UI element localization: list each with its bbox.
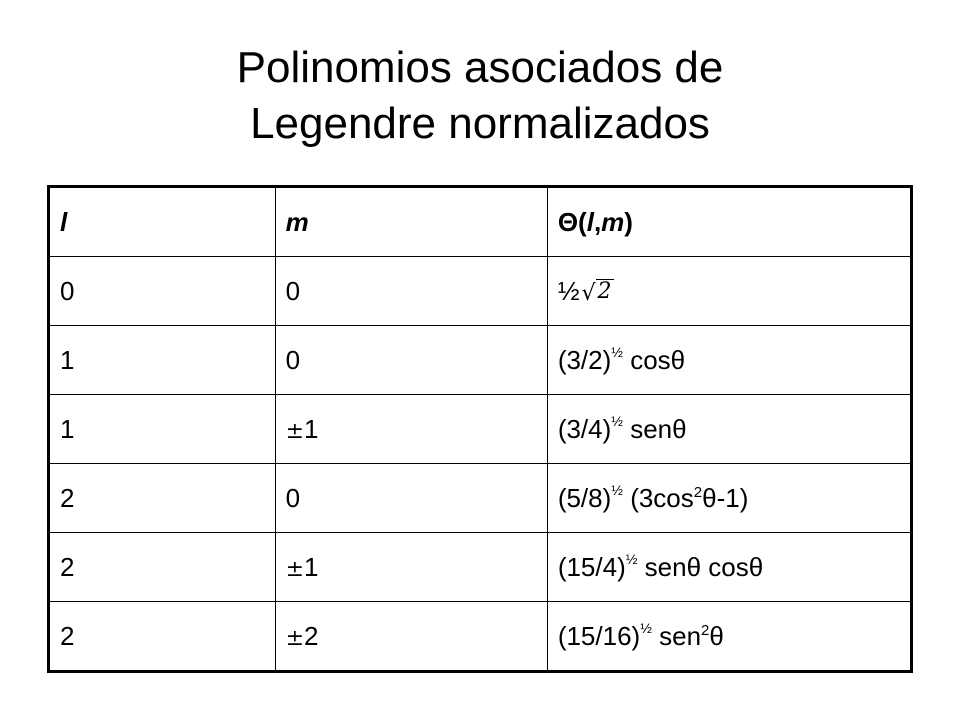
theta-half-exponent: ½ bbox=[611, 413, 623, 429]
theta-rest-2: θ-1) bbox=[702, 483, 749, 513]
cell-theta bbox=[547, 533, 911, 602]
legendre-table bbox=[47, 185, 913, 673]
theta-exponent: 2 bbox=[693, 484, 703, 501]
cell-l: 1 bbox=[49, 395, 276, 464]
cell-l: 2 bbox=[49, 533, 276, 602]
cell-m-value: 1 bbox=[304, 551, 319, 582]
title-line-1: Polinomios asociados de bbox=[236, 43, 724, 92]
header-l: l bbox=[49, 187, 276, 257]
page-title bbox=[0, 40, 960, 152]
cell-m: 0 bbox=[275, 257, 547, 326]
table-row bbox=[49, 395, 912, 464]
header-theta bbox=[547, 187, 911, 257]
theta-exponent: 2 bbox=[701, 622, 710, 639]
sqrt-sign: √ bbox=[581, 280, 596, 306]
cell-m bbox=[275, 533, 547, 602]
header-theta-m: m bbox=[601, 206, 625, 237]
theta-base: (15/16) bbox=[557, 621, 641, 651]
table-row bbox=[49, 257, 912, 326]
cell-theta bbox=[547, 326, 911, 395]
table-row bbox=[49, 533, 912, 602]
theta-rest: cosθ bbox=[622, 345, 686, 375]
header-m: m bbox=[275, 187, 547, 257]
cell-m bbox=[275, 602, 547, 672]
table-row bbox=[49, 326, 912, 395]
theta-base: (3/2) bbox=[557, 345, 612, 375]
header-theta-suffix: ) bbox=[624, 206, 633, 237]
cell-m bbox=[275, 395, 547, 464]
table-row bbox=[49, 602, 912, 672]
theta-rest-2: θ bbox=[709, 621, 724, 651]
cell-m: 0 bbox=[275, 326, 547, 395]
cell-m: 0 bbox=[275, 464, 547, 533]
cell-m-value: 1 bbox=[304, 413, 319, 444]
theta-half-exponent: ½ bbox=[625, 551, 638, 567]
plus-minus-icon: ± bbox=[285, 556, 305, 582]
title-line-2: Legendre normalizados bbox=[250, 99, 710, 148]
cell-l: 2 bbox=[49, 602, 276, 672]
theta-rest: senθ bbox=[622, 414, 687, 444]
cell-theta bbox=[547, 257, 911, 326]
plus-minus-icon: ± bbox=[285, 625, 305, 651]
cell-theta bbox=[547, 464, 911, 533]
theta-base: (5/8) bbox=[557, 483, 612, 513]
cell-l: 0 bbox=[49, 257, 276, 326]
cell-m-value: 2 bbox=[304, 620, 319, 651]
theta-half-exponent: ½ bbox=[611, 344, 623, 360]
header-theta-prefix: Θ( bbox=[557, 206, 587, 237]
cell-theta bbox=[547, 395, 911, 464]
header-theta-l: l bbox=[586, 206, 594, 237]
plus-minus-icon: ± bbox=[285, 418, 305, 444]
theta-half-exponent: ½ bbox=[611, 482, 623, 498]
theta-rest-1: (3cos bbox=[622, 483, 694, 513]
cell-l: 2 bbox=[49, 464, 276, 533]
sqrt-argument: 2 bbox=[597, 279, 612, 305]
header-theta-comma: , bbox=[593, 206, 602, 237]
header-row bbox=[49, 187, 912, 257]
theta-rest-1: sen bbox=[651, 621, 702, 651]
theta-half: ½ bbox=[557, 275, 580, 306]
theta-base: (3/4) bbox=[557, 414, 612, 444]
theta-rest: senθ cosθ bbox=[637, 552, 764, 582]
cell-theta bbox=[547, 602, 911, 672]
sqrt-icon bbox=[582, 279, 614, 304]
cell-l: 1 bbox=[49, 326, 276, 395]
theta-base: (15/4) bbox=[557, 552, 626, 582]
theta-half-exponent: ½ bbox=[640, 620, 652, 636]
table-row bbox=[49, 464, 912, 533]
